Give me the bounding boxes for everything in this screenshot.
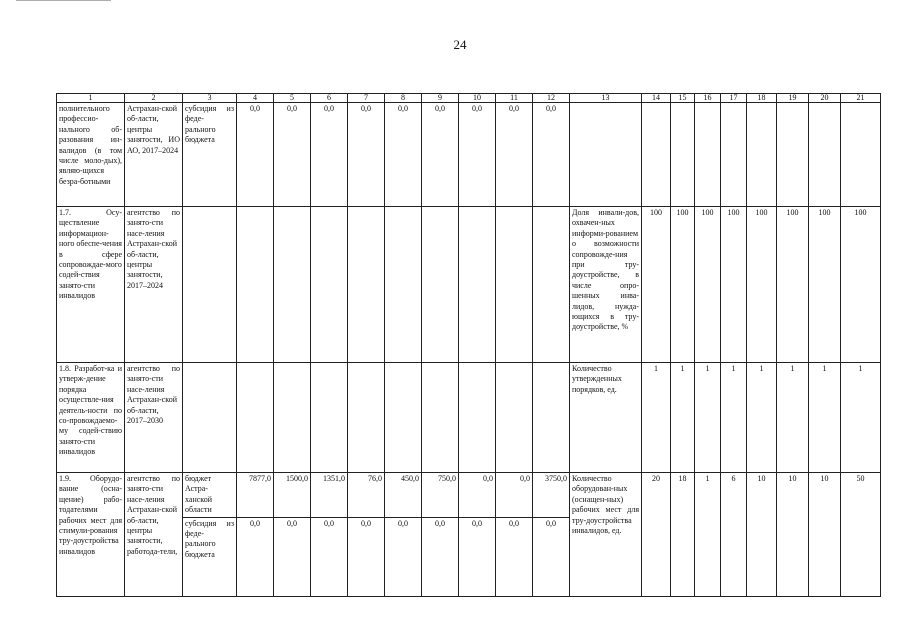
value-cell (385, 207, 422, 363)
value-cell: 1500,0 (274, 473, 311, 518)
funding-source-cell (183, 207, 237, 363)
value-cell: 0,0 (459, 473, 496, 518)
funding-source-cell (183, 363, 237, 473)
value-cell: 0,0 (385, 103, 422, 207)
indicator-cell (570, 103, 642, 207)
header-cell: 5 (274, 94, 311, 103)
value-cell: 0,0 (274, 517, 311, 596)
measure-cell: 1.8. Разработ-ка и утверж-дение порядка осуществле-ния деятель-ности по со-провождаемо-му содей-ствию занято-сти инвалидов (57, 363, 125, 473)
value-cell: 0,0 (237, 103, 274, 207)
indicator-value-cell: 100 (809, 207, 841, 363)
value-cell: 0,0 (311, 103, 348, 207)
indicator-value-cell (809, 103, 841, 207)
value-cell: 1351,0 (311, 473, 348, 518)
value-cell: 0,0 (459, 517, 496, 596)
executor-cell: Астрахан-ской об-ласти, центры занятости, ИО АО, 2017–2024 (125, 103, 183, 207)
table-row (57, 103, 881, 207)
indicator-value-cell (841, 103, 881, 207)
value-cell: 0,0 (348, 517, 385, 596)
header-cell: 11 (496, 94, 533, 103)
indicator-value-cell: 1 (642, 363, 671, 473)
value-cell: 76,0 (348, 473, 385, 518)
indicator-value-cell: 10 (809, 473, 841, 597)
indicator-value-cell (695, 103, 721, 207)
indicator-value-cell: 6 (721, 473, 747, 597)
indicator-value-cell: 18 (671, 473, 695, 597)
indicator-value-cell (777, 103, 809, 207)
executor-cell: агентство по занято-сти насе-ления Астрахан-ской об-ласти, центры занятости, 2017–2024 (125, 207, 183, 363)
header-cell: 19 (777, 94, 809, 103)
header-cell: 9 (422, 94, 459, 103)
executor-cell: агентство по занято-сти насе-ления Астрахан-ской об-ласти, центры занятости, работода-тели, (125, 473, 183, 597)
indicator-value-cell (642, 103, 671, 207)
funding-source-cell: субсидия из феде-рального бюджета (183, 103, 237, 207)
value-cell: 0,0 (274, 103, 311, 207)
value-cell: 0,0 (422, 517, 459, 596)
header-cell: 16 (695, 94, 721, 103)
indicator-cell: Количество оборудован-ных (оснащен-ных) рабочих мест для тру-доустройства инвалидов, ед. (570, 473, 642, 597)
indicator-value-cell: 1 (841, 363, 881, 473)
indicator-cell: Количество утвержденных порядков, ед. (570, 363, 642, 473)
value-cell (237, 363, 274, 473)
value-cell: 0,0 (348, 103, 385, 207)
indicator-value-cell (747, 103, 777, 207)
indicator-value-cell: 10 (747, 473, 777, 597)
executor-cell: агентство по занято-сти насе-ления Астрахан-ской об-ласти, 2017–2030 (125, 363, 183, 473)
value-cell (422, 363, 459, 473)
indicator-value-cell: 100 (671, 207, 695, 363)
value-cell: 0,0 (533, 103, 570, 207)
value-cell: 0,0 (311, 517, 348, 596)
header-cell: 20 (809, 94, 841, 103)
value-cell (496, 363, 533, 473)
value-cell (422, 207, 459, 363)
value-cell (348, 363, 385, 473)
indicator-value-cell: 20 (642, 473, 671, 597)
funding-source-cell: бюджет Астра-ханской области (183, 473, 237, 518)
header-cell: 12 (533, 94, 570, 103)
indicator-value-cell: 100 (695, 207, 721, 363)
value-cell (496, 207, 533, 363)
scan-artifact-line (16, 0, 111, 5)
value-cell: 0,0 (496, 517, 533, 596)
indicator-value-cell: 50 (841, 473, 881, 597)
value-cell (348, 207, 385, 363)
header-cell: 14 (642, 94, 671, 103)
value-cell (533, 363, 570, 473)
header-cell: 8 (385, 94, 422, 103)
header-cell: 21 (841, 94, 881, 103)
header-cell: 15 (671, 94, 695, 103)
table-row (57, 363, 881, 473)
value-cell: 0,0 (422, 103, 459, 207)
value-cell: 0,0 (533, 517, 570, 596)
value-cell: 3750,0 (533, 473, 570, 518)
indicator-value-cell: 100 (841, 207, 881, 363)
value-cell: 0,0 (496, 473, 533, 518)
header-cell: 18 (747, 94, 777, 103)
indicator-value-cell: 1 (809, 363, 841, 473)
table-row (57, 473, 881, 518)
program-table (56, 93, 881, 597)
header-cell: 13 (570, 94, 642, 103)
indicator-value-cell: 1 (721, 363, 747, 473)
header-cell: 1 (57, 94, 125, 103)
header-cell: 4 (237, 94, 274, 103)
header-cell: 7 (348, 94, 385, 103)
measure-cell: 1.9. Оборудо-вание (осна-щение) рабо-тодателями рабочих мест для стимули-рования тру-доустройства инвалидов (57, 473, 125, 597)
header-cell: 2 (125, 94, 183, 103)
value-cell (311, 363, 348, 473)
value-cell (385, 363, 422, 473)
indicator-value-cell: 1 (671, 363, 695, 473)
header-cell: 6 (311, 94, 348, 103)
indicator-value-cell (671, 103, 695, 207)
table-row (57, 207, 881, 363)
indicator-value-cell: 100 (642, 207, 671, 363)
value-cell (459, 363, 496, 473)
indicator-value-cell: 1 (695, 473, 721, 597)
value-cell: 0,0 (459, 103, 496, 207)
measure-cell: 1.7. Осу-ществление информацион-ного обеспе-чения в сфере сопровождае-мого содей-ствия занято-сти инвалидов (57, 207, 125, 363)
header-cell: 10 (459, 94, 496, 103)
indicator-value-cell: 100 (777, 207, 809, 363)
value-cell (274, 363, 311, 473)
indicator-value-cell: 100 (721, 207, 747, 363)
indicator-value-cell: 1 (777, 363, 809, 473)
measure-cell: полнительного профессио-нального об-разования ин-валидов (в том числе моло-дых), являю-щихся безра-ботными (57, 103, 125, 207)
indicator-value-cell: 1 (747, 363, 777, 473)
value-cell (274, 207, 311, 363)
funding-source-cell: субсидия из феде-рального бюджета (183, 517, 237, 596)
value-cell (459, 207, 496, 363)
value-cell (237, 207, 274, 363)
header-cell: 17 (721, 94, 747, 103)
indicator-value-cell: 1 (695, 363, 721, 473)
value-cell (533, 207, 570, 363)
value-cell (311, 207, 348, 363)
value-cell: 450,0 (385, 473, 422, 518)
value-cell: 0,0 (496, 103, 533, 207)
value-cell: 7877,0 (237, 473, 274, 518)
indicator-value-cell: 10 (777, 473, 809, 597)
value-cell: 0,0 (385, 517, 422, 596)
indicator-value-cell (721, 103, 747, 207)
header-cell: 3 (183, 94, 237, 103)
page-number: 24 (453, 37, 467, 52)
indicator-cell: Доля инвали-дов, охвачен-ных информи-рованием о возможности сопровожде-ния при тру-доустройстве, в числе опро-шенных инва-лидов, нужда-ющихся в тру-доустройстве, % (570, 207, 642, 363)
indicator-value-cell: 100 (747, 207, 777, 363)
value-cell: 0,0 (237, 517, 274, 596)
value-cell: 750,0 (422, 473, 459, 518)
header-row (57, 94, 881, 103)
